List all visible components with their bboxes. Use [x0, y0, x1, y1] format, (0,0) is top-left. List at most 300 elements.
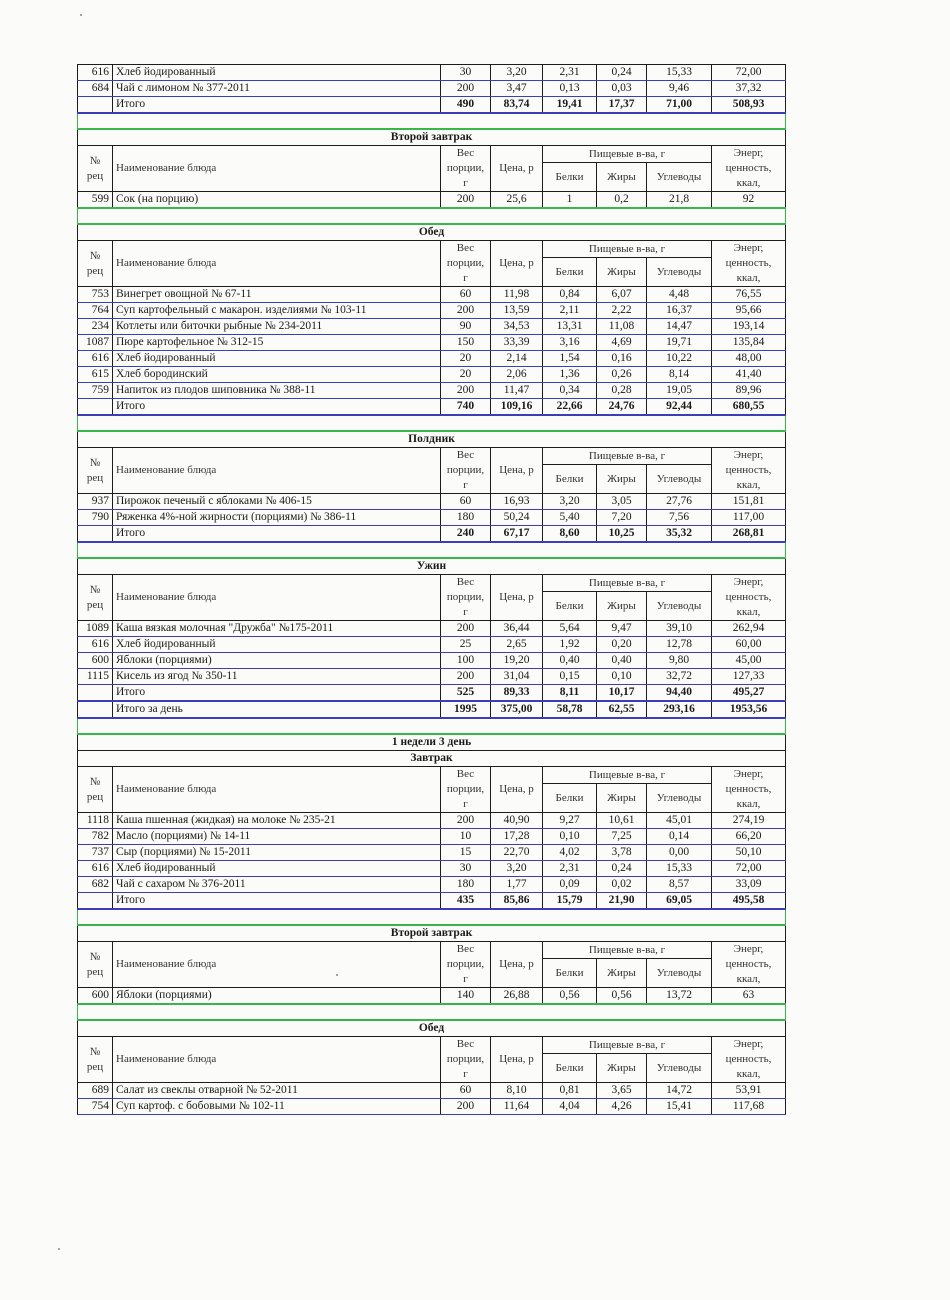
header-code: № рец [78, 942, 113, 988]
section-spacer [78, 909, 786, 925]
total-energy: 508,93 [712, 97, 786, 114]
header-protein: Белки [543, 784, 597, 813]
header-protein: Белки [543, 1054, 597, 1083]
header-nutrients: Пищевые в-ва, г [543, 1037, 712, 1054]
dish-name: Суп картофельный с макарон. изделиями № 103-11 [113, 303, 441, 319]
header-carbs: Углеводы [647, 163, 712, 192]
fat: 10,61 [597, 813, 647, 829]
total-label: Итого [113, 685, 441, 702]
energy: 53,91 [712, 1083, 786, 1099]
section-spacer [78, 1004, 786, 1020]
fat: 0,2 [597, 192, 647, 209]
portion-weight: 25 [441, 637, 491, 653]
carbs: 27,76 [647, 494, 712, 510]
price: 19,20 [491, 653, 543, 669]
total-weight: 240 [441, 526, 491, 543]
total-energy: 680,55 [712, 399, 786, 416]
recipe-number: 234 [78, 319, 113, 335]
header-name: Наименование блюда [113, 241, 441, 287]
dish-name: Ряженка 4%-ной жирности (порциями) № 386-11 [113, 510, 441, 526]
dish-name: Масло (порциями) № 14-11 [113, 829, 441, 845]
protein: 13,31 [543, 319, 597, 335]
dish-name: Каша пшенная (жидкая) на молоке № 235-21 [113, 813, 441, 829]
total-price: 89,33 [491, 685, 543, 702]
recipe-number [78, 526, 113, 543]
section-title-row [78, 1020, 786, 1037]
price: 22,70 [491, 845, 543, 861]
energy: 37,32 [712, 81, 786, 97]
total-label: Итого [113, 526, 441, 543]
dish-row [78, 383, 786, 399]
dish-name: Хлеб бородинский [113, 367, 441, 383]
dish-row [78, 81, 786, 97]
column-header-row [78, 575, 786, 592]
recipe-number: 616 [78, 65, 113, 81]
energy: 274,19 [712, 813, 786, 829]
recipe-number: 600 [78, 653, 113, 669]
recipe-number: 1118 [78, 813, 113, 829]
header-name: Наименование блюда [113, 767, 441, 813]
dish-name: Чай с сахаром № 376-2011 [113, 877, 441, 893]
energy: 45,00 [712, 653, 786, 669]
fat: 9,47 [597, 621, 647, 637]
price: 3,20 [491, 65, 543, 81]
portion-weight: 180 [441, 877, 491, 893]
recipe-number [78, 97, 113, 114]
header-energy: Энерг, ценность, ккал, [712, 1037, 786, 1083]
total-protein: 58,78 [543, 701, 597, 718]
total-protein: 19,41 [543, 97, 597, 114]
section-title-row [78, 751, 786, 767]
energy: 89,96 [712, 383, 786, 399]
energy: 60,00 [712, 637, 786, 653]
protein: 5,40 [543, 510, 597, 526]
scan-speck [58, 1248, 60, 1250]
price: 2,14 [491, 351, 543, 367]
energy: 63 [712, 988, 786, 1005]
scan-speck [80, 14, 82, 16]
header-code: № рец [78, 575, 113, 621]
carbs: 4,48 [647, 287, 712, 303]
carbs: 19,05 [647, 383, 712, 399]
spacer-cell [78, 909, 786, 925]
fat: 0,24 [597, 861, 647, 877]
fat: 2,22 [597, 303, 647, 319]
total-energy: 268,81 [712, 526, 786, 543]
fat: 4,26 [597, 1099, 647, 1115]
price: 3,20 [491, 861, 543, 877]
recipe-number: 616 [78, 861, 113, 877]
protein: 2,31 [543, 861, 597, 877]
header-weight: Вес порции, г [441, 942, 491, 988]
header-nutrients: Пищевые в-ва, г [543, 575, 712, 592]
protein: 0,10 [543, 829, 597, 845]
dish-row [78, 669, 786, 685]
fat: 3,05 [597, 494, 647, 510]
total-weight: 740 [441, 399, 491, 416]
carbs: 9,46 [647, 81, 712, 97]
fat: 0,26 [597, 367, 647, 383]
portion-weight: 90 [441, 319, 491, 335]
recipe-number: 782 [78, 829, 113, 845]
price: 11,98 [491, 287, 543, 303]
spacer-cell [78, 1004, 786, 1020]
fat: 0,03 [597, 81, 647, 97]
header-weight: Вес порции, г [441, 146, 491, 192]
header-fat: Жиры [597, 163, 647, 192]
header-nutrients: Пищевые в-ва, г [543, 767, 712, 784]
header-fat: Жиры [597, 465, 647, 494]
total-row [78, 399, 786, 416]
header-price: Цена, р [491, 1037, 543, 1083]
carbs: 13,72 [647, 988, 712, 1005]
header-energy: Энерг, ценность, ккал, [712, 448, 786, 494]
recipe-number: 616 [78, 637, 113, 653]
section-spacer [78, 718, 786, 734]
portion-weight: 200 [441, 621, 491, 637]
recipe-number: 1087 [78, 335, 113, 351]
scan-speck [336, 974, 338, 976]
header-carbs: Углеводы [647, 1054, 712, 1083]
header-name: Наименование блюда [113, 942, 441, 988]
portion-weight: 60 [441, 494, 491, 510]
dish-row [78, 988, 786, 1005]
total-price: 83,74 [491, 97, 543, 114]
portion-weight: 150 [441, 335, 491, 351]
section-spacer [78, 113, 786, 129]
recipe-number: 689 [78, 1083, 113, 1099]
protein: 0,84 [543, 287, 597, 303]
total-label: Итого [113, 399, 441, 416]
column-header-row [78, 146, 786, 163]
column-header-row [78, 767, 786, 784]
total-energy: 495,58 [712, 893, 786, 910]
dish-name: Сок (на порцию) [113, 192, 441, 209]
column-header-row [78, 241, 786, 258]
section-title-row [78, 431, 786, 448]
fat: 0,24 [597, 65, 647, 81]
protein: 1,54 [543, 351, 597, 367]
portion-weight: 60 [441, 1083, 491, 1099]
header-fat: Жиры [597, 1054, 647, 1083]
protein: 4,02 [543, 845, 597, 861]
price: 11,47 [491, 383, 543, 399]
carbs: 14,72 [647, 1083, 712, 1099]
spacer-cell [78, 208, 786, 224]
dish-row [78, 351, 786, 367]
header-protein: Белки [543, 258, 597, 287]
fat: 7,20 [597, 510, 647, 526]
column-header-row [78, 1037, 786, 1054]
fat: 0,40 [597, 653, 647, 669]
price: 33,39 [491, 335, 543, 351]
total-fat: 10,17 [597, 685, 647, 702]
section-title-row [78, 925, 786, 942]
header-carbs: Углеводы [647, 784, 712, 813]
dish-row [78, 335, 786, 351]
dish-row [78, 637, 786, 653]
portion-weight: 60 [441, 287, 491, 303]
dish-row [78, 367, 786, 383]
protein: 2,11 [543, 303, 597, 319]
header-fat: Жиры [597, 784, 647, 813]
header-price: Цена, р [491, 448, 543, 494]
spacer-cell [78, 113, 786, 129]
carbs: 32,72 [647, 669, 712, 685]
dish-row [78, 829, 786, 845]
fat: 0,28 [597, 383, 647, 399]
header-price: Цена, р [491, 942, 543, 988]
energy: 41,40 [712, 367, 786, 383]
dish-row [78, 877, 786, 893]
fat: 4,69 [597, 335, 647, 351]
section-title: Второй завтрак [78, 129, 786, 146]
dish-name: Яблоки (порциями) [113, 653, 441, 669]
header-weight: Вес порции, г [441, 241, 491, 287]
recipe-number: 790 [78, 510, 113, 526]
header-weight: Вес порции, г [441, 448, 491, 494]
recipe-number: 753 [78, 287, 113, 303]
section-title: Завтрак [78, 751, 786, 767]
fat: 0,20 [597, 637, 647, 653]
portion-weight: 30 [441, 861, 491, 877]
portion-weight: 180 [441, 510, 491, 526]
price: 2,65 [491, 637, 543, 653]
total-carbs: 92,44 [647, 399, 712, 416]
dish-row [78, 845, 786, 861]
total-energy: 1953,56 [712, 701, 786, 718]
header-carbs: Углеводы [647, 258, 712, 287]
dish-name: Сыр (порциями) № 15-2011 [113, 845, 441, 861]
dish-row [78, 621, 786, 637]
dish-name: Котлеты или биточки рыбные № 234-2011 [113, 319, 441, 335]
section-title: Обед [78, 1020, 786, 1037]
dish-name: Чай с лимоном № 377-2011 [113, 81, 441, 97]
dish-name: Суп картоф. с бобовыми № 102-11 [113, 1099, 441, 1115]
price: 17,28 [491, 829, 543, 845]
recipe-number: 1115 [78, 669, 113, 685]
dish-name: Хлеб йодированный [113, 351, 441, 367]
total-protein: 22,66 [543, 399, 597, 416]
section-spacer [78, 415, 786, 431]
dish-name: Каша вязкая молочная "Дружба" №175-2011 [113, 621, 441, 637]
total-price: 375,00 [491, 701, 543, 718]
protein: 3,16 [543, 335, 597, 351]
total-price: 109,16 [491, 399, 543, 416]
header-fat: Жиры [597, 959, 647, 988]
total-protein: 8,60 [543, 526, 597, 543]
total-label: Итого за день [113, 701, 441, 718]
protein: 1,36 [543, 367, 597, 383]
total-row [78, 526, 786, 543]
fat: 0,56 [597, 988, 647, 1005]
section-title: Ужин [78, 558, 786, 575]
carbs: 8,14 [647, 367, 712, 383]
header-energy: Энерг, ценность, ккал, [712, 241, 786, 287]
protein: 5,64 [543, 621, 597, 637]
header-protein: Белки [543, 465, 597, 494]
dish-name: Хлеб йодированный [113, 637, 441, 653]
total-price: 85,86 [491, 893, 543, 910]
header-nutrients: Пищевые в-ва, г [543, 448, 712, 465]
energy: 76,55 [712, 287, 786, 303]
section-title-row [78, 734, 786, 751]
menu-sheet [77, 64, 785, 1115]
total-fat: 10,25 [597, 526, 647, 543]
protein: 1 [543, 192, 597, 209]
recipe-number: 682 [78, 877, 113, 893]
energy: 135,84 [712, 335, 786, 351]
energy: 262,94 [712, 621, 786, 637]
section-title: Обед [78, 224, 786, 241]
energy: 117,00 [712, 510, 786, 526]
dish-row [78, 510, 786, 526]
fat: 11,08 [597, 319, 647, 335]
portion-weight: 200 [441, 383, 491, 399]
recipe-number: 937 [78, 494, 113, 510]
recipe-number: 754 [78, 1099, 113, 1115]
energy: 33,09 [712, 877, 786, 893]
protein: 3,20 [543, 494, 597, 510]
total-carbs: 71,00 [647, 97, 712, 114]
menu-body [78, 65, 786, 1115]
carbs: 15,33 [647, 861, 712, 877]
carbs: 14,47 [647, 319, 712, 335]
portion-weight: 30 [441, 65, 491, 81]
portion-weight: 200 [441, 81, 491, 97]
carbs: 10,22 [647, 351, 712, 367]
total-carbs: 69,05 [647, 893, 712, 910]
total-fat: 62,55 [597, 701, 647, 718]
price: 26,88 [491, 988, 543, 1005]
energy: 193,14 [712, 319, 786, 335]
total-energy: 495,27 [712, 685, 786, 702]
total-price: 67,17 [491, 526, 543, 543]
section-spacer [78, 208, 786, 224]
carbs: 16,37 [647, 303, 712, 319]
carbs: 15,33 [647, 65, 712, 81]
recipe-number [78, 893, 113, 910]
fat: 3,78 [597, 845, 647, 861]
energy: 127,33 [712, 669, 786, 685]
header-energy: Энерг, ценность, ккал, [712, 146, 786, 192]
portion-weight: 200 [441, 813, 491, 829]
energy: 72,00 [712, 861, 786, 877]
recipe-number [78, 701, 113, 718]
header-price: Цена, р [491, 146, 543, 192]
header-code: № рец [78, 241, 113, 287]
total-weight: 435 [441, 893, 491, 910]
dish-row [78, 303, 786, 319]
dish-name: Хлеб йодированный [113, 65, 441, 81]
carbs: 45,01 [647, 813, 712, 829]
dish-row [78, 653, 786, 669]
carbs: 15,41 [647, 1099, 712, 1115]
portion-weight: 200 [441, 192, 491, 209]
dish-name: Салат из свеклы отварной № 52-2011 [113, 1083, 441, 1099]
header-protein: Белки [543, 959, 597, 988]
portion-weight: 10 [441, 829, 491, 845]
header-carbs: Углеводы [647, 465, 712, 494]
recipe-number: 759 [78, 383, 113, 399]
energy: 48,00 [712, 351, 786, 367]
header-fat: Жиры [597, 258, 647, 287]
recipe-number: 599 [78, 192, 113, 209]
header-price: Цена, р [491, 767, 543, 813]
header-code: № рец [78, 146, 113, 192]
header-price: Цена, р [491, 241, 543, 287]
recipe-number [78, 685, 113, 702]
menu-table [77, 64, 786, 1115]
energy: 66,20 [712, 829, 786, 845]
recipe-number: 764 [78, 303, 113, 319]
portion-weight: 20 [441, 351, 491, 367]
total-label: Итого [113, 893, 441, 910]
portion-weight: 20 [441, 367, 491, 383]
dish-row [78, 1099, 786, 1115]
header-nutrients: Пищевые в-ва, г [543, 146, 712, 163]
header-energy: Энерг, ценность, ккал, [712, 575, 786, 621]
carbs: 7,56 [647, 510, 712, 526]
dish-row [78, 813, 786, 829]
dish-row [78, 65, 786, 81]
price: 11,64 [491, 1099, 543, 1115]
dish-name: Напиток из плодов шиповника № 388-11 [113, 383, 441, 399]
recipe-number: 737 [78, 845, 113, 861]
recipe-number: 600 [78, 988, 113, 1005]
fat: 0,10 [597, 669, 647, 685]
energy: 151,81 [712, 494, 786, 510]
protein: 1,92 [543, 637, 597, 653]
dish-name: Кисель из ягод № 350-11 [113, 669, 441, 685]
dish-name: Пюре картофельное № 312-15 [113, 335, 441, 351]
spacer-cell [78, 542, 786, 558]
section-title: 1 недели 3 день [78, 734, 786, 751]
fat: 0,16 [597, 351, 647, 367]
portion-weight: 200 [441, 669, 491, 685]
total-fat: 24,76 [597, 399, 647, 416]
total-protein: 8,11 [543, 685, 597, 702]
header-nutrients: Пищевые в-ва, г [543, 942, 712, 959]
section-title-row [78, 224, 786, 241]
price: 34,53 [491, 319, 543, 335]
total-protein: 15,79 [543, 893, 597, 910]
carbs: 19,71 [647, 335, 712, 351]
protein: 0,15 [543, 669, 597, 685]
dish-name: Яблоки (порциями) [113, 988, 441, 1005]
carbs: 9,80 [647, 653, 712, 669]
header-protein: Белки [543, 592, 597, 621]
header-name: Наименование блюда [113, 575, 441, 621]
section-title-row [78, 129, 786, 146]
header-name: Наименование блюда [113, 146, 441, 192]
price: 31,04 [491, 669, 543, 685]
section-title: Полдник [78, 431, 786, 448]
header-code: № рец [78, 448, 113, 494]
recipe-number: 616 [78, 351, 113, 367]
header-weight: Вес порции, г [441, 1037, 491, 1083]
protein: 0,13 [543, 81, 597, 97]
carbs: 8,57 [647, 877, 712, 893]
header-carbs: Углеводы [647, 592, 712, 621]
recipe-number: 684 [78, 81, 113, 97]
dish-row [78, 319, 786, 335]
energy: 117,68 [712, 1099, 786, 1115]
carbs: 39,10 [647, 621, 712, 637]
spacer-cell [78, 415, 786, 431]
protein: 0,56 [543, 988, 597, 1005]
header-weight: Вес порции, г [441, 767, 491, 813]
